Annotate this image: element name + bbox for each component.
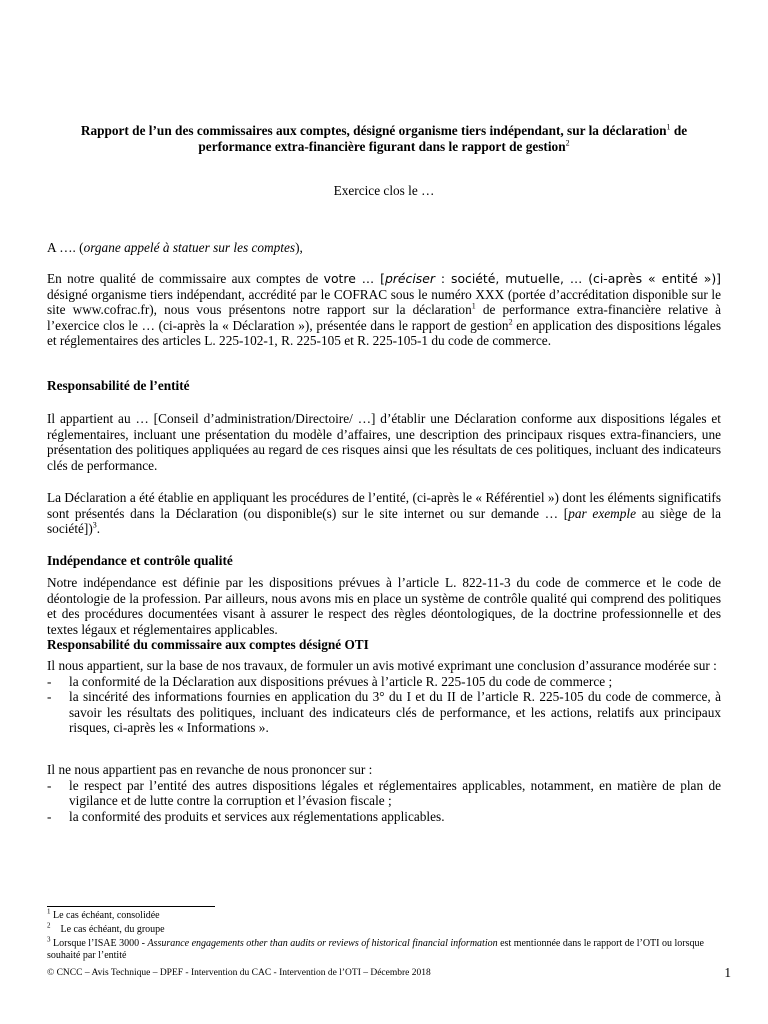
report-title <box>47 123 721 155</box>
title-line-2: performance extra-financière figurant dans le rapport de gestion <box>198 139 566 154</box>
resp-entite-footnote-ref-3: 3 <box>92 520 97 530</box>
intro-text-1: En notre qualité de commissaire aux comptes de <box>47 271 324 286</box>
resp-cac-intro: Il nous appartient, sur la base de nos travaux, de formuler un avis motivé exprimant une conclusion d’assurance modérée sur : <box>47 658 717 673</box>
intro-footnote-ref-2: 2 <box>508 317 513 327</box>
list-item-text: la conformité de la Déclaration aux dispositions prévues à l’article R. 225-105 du code de commerce ; <box>69 673 613 689</box>
document-page <box>47 0 731 1024</box>
resp-entite-paragraph-2 <box>47 490 721 537</box>
footnote-text: Le cas échéant, du groupe <box>50 924 165 935</box>
dash-bullet: - <box>47 808 52 824</box>
resp-entite-text-2c: . <box>96 521 101 537</box>
page-number: 1 <box>724 965 731 980</box>
heading-responsabilite-entite: Responsabilité de l’entité <box>47 378 190 393</box>
salutation-suffix: ), <box>295 240 303 255</box>
resp-entite-text-1: Il appartient au … [Conseil d’administration/Directoire/ …] d’établir une Déclaration conforme aux dispositions légales et réglementaires, incluant une présentation du modèle d’affaires, une description des principaux risques extra-financiers, une présentation des politiques appliquées au regard de ces risques ainsi que les résultats de ces politiques, incluant des indicateurs clés de performance. <box>47 411 721 473</box>
intro-text-3: de performance extra-financière relative à l’exercice clos le … (ci-après la « Déclaration »), présentée dans le rapport de gestion <box>47 302 721 333</box>
resp-cac-intro-2: Il ne nous appartient pas en revanche de nous prononcer sur : <box>47 762 373 777</box>
salutation <box>47 240 721 256</box>
resp-entite-paragraph-1 <box>47 411 721 473</box>
list-item-text: le respect par l’entité des autres dispositions légales et réglementaires applicables, notamment, en matière de plan de vigilance et de lutte contre la corruption et l’évasion fiscale ; <box>69 777 721 809</box>
heading-responsabilite-cac: Responsabilité du commissaire aux comptes désigné OTI <box>47 637 369 652</box>
intro-sans-1: votre … [ <box>323 271 385 286</box>
independance-text: Notre indépendance est définie par les dispositions prévues à l’article L. 822-11-3 du code de commerce et le code de déontologie de la profession. Par ailleurs, nous avons mis en place un système de contrôle qualité qui comprend des politiques et des procédures documentées visant à assurer le respect des règles déontologiques, de la doctrine professionnelle et des textes légaux et réglementaires applicables. <box>47 575 721 637</box>
resp-cac-list-2 <box>47 778 721 825</box>
resp-entite-text-2b: au siège de la société]) <box>47 505 721 537</box>
footnote-1 <box>47 907 721 922</box>
footnote-2 <box>47 921 721 936</box>
resp-cac-list <box>47 674 721 736</box>
salutation-prefix: A …. ( <box>47 240 84 255</box>
resp-cac-section <box>47 658 721 736</box>
list-item-text: la sincérité des informations fournies en application du 3° du I et du II de l’article R. 225-105 du code de commerce, à savoir les résultats des politiques, incluant des indicateurs clés de performance, et les actions, relatifs aux principaux risques, ci-après les « Informations ». <box>69 689 721 736</box>
footnote-3 <box>47 935 721 962</box>
dash-bullet: - <box>47 689 52 705</box>
list-item <box>47 809 721 825</box>
intro-sans-2: : société, mutuelle, … (ci-après « entité »)] <box>434 271 722 286</box>
title-footnote-ref-2: 2 <box>565 138 570 148</box>
resp-entite-italic: par exemple <box>568 505 636 521</box>
list-item <box>47 778 721 809</box>
title-line-1: Rapport de l’un des commissaires aux comptes, désigné organisme tiers indépendant, sur la déclaration <box>80 123 667 138</box>
footnote-separator <box>47 906 215 907</box>
intro-text-4: en application des dispositions légales et réglementaires des articles L. 225-102-1, R. 225-105 et R. 225-105-1 du code de commerce. <box>47 317 721 349</box>
intro-sans-italic: préciser <box>384 271 435 286</box>
title-footnote-ref-1: 1 <box>666 122 671 132</box>
heading-independance: Indépendance et contrôle qualité <box>47 553 233 568</box>
footnote-text-2: est mentionnée dans le rapport de l’OTI ou lorsque souhaité par l’entité <box>47 938 704 961</box>
footnote-text: Lorsque l’ISAE 3000 - <box>50 938 148 949</box>
exercice-line: Exercice clos le … <box>333 183 435 198</box>
resp-cac-section-2 <box>47 762 721 824</box>
footnote-number: 1 <box>47 907 51 916</box>
list-item <box>47 689 721 736</box>
salutation-italic: organe appelé à statuer sur les comptes <box>83 240 296 255</box>
list-item-text: la conformité des produits et services aux réglementations applicables. <box>69 808 445 824</box>
dash-bullet: - <box>47 777 52 793</box>
resp-entite-text-2a: La Déclaration a été établie en appliquant les procédures de l’entité, (ci-après le « Référentiel ») dont les éléments significatifs sont présentés dans la Déclaration (ou disponible(s) sur le site internet ou sur demande … [ <box>47 490 721 521</box>
intro-paragraph <box>47 271 721 349</box>
dash-bullet: - <box>47 673 52 689</box>
footnote-number: 2 <box>47 921 51 930</box>
list-item <box>47 674 721 690</box>
intro-text-2: désigné organisme tiers indépendant, accrédité par le COFRAC sous le numéro XXX (portée d’accréditation disponible sur le site www.cofrac.fr), nous vous présentons notre rapport sur la déclaration <box>47 286 721 318</box>
page-footer: © CNCC – Avis Technique – DPEF - Intervention du CAC - Intervention de l’OTI – Décembre 2018 <box>47 968 431 978</box>
footnote-italic: Assurance engagements other than audits or reviews of historical financial information <box>147 938 498 949</box>
footnote-text: Le cas échéant, consolidée <box>50 910 160 921</box>
independance-paragraph <box>47 575 721 637</box>
footnote-number: 3 <box>47 935 51 944</box>
intro-footnote-ref-1: 1 <box>471 301 476 311</box>
title-line-1-end: de <box>670 123 688 138</box>
